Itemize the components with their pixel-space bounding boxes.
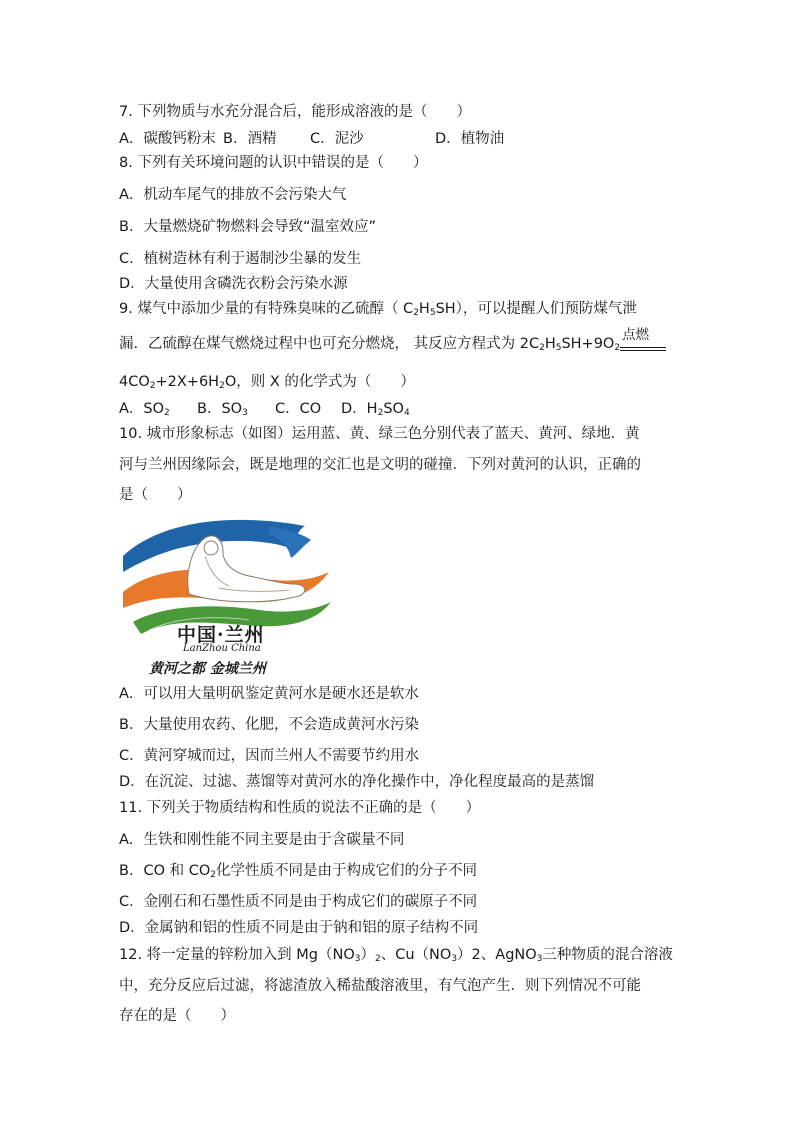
option-d: D．$H_2SO_4$ (341, 401, 410, 418)
question-8-stem: 8. 下列有关环境问题的认识中错误的是（ ） (119, 155, 428, 171)
logo-slogan: 黄河之都 金城兰州 (149, 661, 266, 677)
q11-sub: 2 (210, 870, 216, 880)
q11-text: 化学性质不同是由于构成它们的分子不同 (215, 863, 477, 879)
question-11-stem: 11. 下列关于物质结构和性质的说法不正确的是（ ） (119, 800, 481, 816)
question-11-option-c: C．金刚石和石墨性质不同是由于构成它们的碳原子不同 (119, 894, 478, 910)
q12-sub: 3 (451, 954, 458, 964)
option-b: B．$SO_3$ (197, 401, 248, 418)
option-d: D．植物油 (435, 131, 505, 147)
q9-text: 漏．乙硫醇在煤气燃烧过程中也可充分燃烧， 其反应方程式为 2C (119, 336, 540, 352)
q9-text: +2X+6H (155, 374, 220, 390)
q9-sub: 2 (413, 308, 419, 318)
option-a: A．碳酸钙粉末 (119, 131, 216, 147)
option-a: A．$SO_2$ (119, 401, 170, 418)
question-10-option-b: B．大量使用农药、化肥，不会造成黄河水污染 (119, 717, 419, 733)
q9-sub: 2 (219, 381, 225, 391)
question-9-line-2 (119, 327, 666, 354)
q9-text: H (418, 301, 430, 317)
question-10-option-d: D．在沉淀、过滤、蒸馏等对黄河水的净化操作中，净化程度最高的是蒸馏 (119, 774, 595, 790)
q9-sub: 5 (429, 308, 436, 318)
q12-text: 、Cu（NO (380, 947, 452, 963)
question-10-line-2: 河与兰州因缘际会，既是地理的交汇也是文明的碰撞．下列对黄河的认识，正确的 (119, 457, 641, 473)
q12-sub: 3 (536, 954, 543, 964)
question-7-stem: 7. 下列物质与水充分混合后，能形成溶液的是（ ） (119, 104, 471, 120)
q12-sub: 2 (375, 954, 381, 964)
question-10-line-1: 10. 城市形象标志（如图）运用蓝、黄、绿三色分别代表了蓝天、黄河、绿地．黄 (119, 426, 640, 442)
question-9-options (119, 399, 410, 419)
reaction-condition-arrow (620, 327, 666, 354)
q9-sub: 2 (614, 343, 621, 353)
lanzhou-city-logo (119, 512, 334, 680)
logo-title: 中国·兰州 (177, 624, 265, 646)
reaction-condition: 点燃 (622, 327, 650, 343)
question-11-option-a: A．生铁和刚性能不同主要是由于含碳量不同 (119, 832, 405, 848)
q9-text: H (544, 336, 556, 352)
q12-text: 三种物质的混合溶液 (542, 947, 673, 963)
question-11-option-d: D．金属钠和铝的性质不同是由于钠和铝的原子结构不同 (119, 920, 479, 936)
q9-text: SH+9O (561, 336, 615, 352)
question-8-option-b: B．大量燃烧矿物燃料会导致“温室效应” (119, 219, 376, 235)
logo-graphic (119, 512, 334, 680)
q9-text: SH），可以提醒人们预防煤气泄 (435, 301, 637, 317)
q11-text: B．CO 和 CO (119, 863, 211, 879)
q12-text: ） (360, 947, 375, 963)
q12-text: ）2、AgNO (457, 947, 537, 963)
question-7-options (119, 129, 504, 149)
question-12-line-1 (119, 945, 673, 965)
option-c: C．泥沙 (310, 131, 364, 147)
q12-text: 12. 将一定量的锌粉加入到 Mg（NO (119, 947, 355, 963)
q9-text: 4CO (119, 374, 150, 390)
question-10-option-a: A．可以用大量明矾鉴定黄河水是硬水还是软水 (119, 686, 419, 702)
q9-sub: 2 (539, 343, 545, 353)
question-10-line-3: 是（ ） (119, 487, 192, 503)
question-9-line-3 (119, 372, 415, 392)
question-9-line-1 (119, 299, 637, 319)
question-12-line-2: 中，充分反应后过滤，将滤渣放入稀盐酸溶液里，有气泡产生．则下列情况不可能 (119, 978, 641, 994)
question-11-option-b (119, 861, 477, 881)
q9-text: O，则 X 的化学式为（ ） (224, 374, 415, 390)
q12-sub: 3 (354, 954, 361, 964)
question-10-option-c: C．黄河穿城而过，因而兰州人不需要节约用水 (119, 748, 420, 764)
question-8-option-a: A．机动车尾气的排放不会污染大气 (119, 187, 347, 203)
question-8-option-d: D．大量使用含磷洗衣粉会污染水源 (119, 276, 348, 292)
q9-sub: 5 (555, 343, 562, 353)
q9-text: 9. 煤气中添加少量的有特殊臭味的乙硫醇（ C (119, 301, 414, 317)
q9-sub: 2 (149, 381, 156, 391)
logo-subtitle: LanZhou China (183, 643, 261, 654)
option-c: C．CO (275, 401, 322, 417)
question-8-option-c: C．植树造林有利于遏制沙尘暴的发生 (119, 251, 362, 267)
question-12-line-3: 存在的是（ ） (119, 1008, 235, 1024)
option-b: B．酒精 (223, 131, 277, 147)
